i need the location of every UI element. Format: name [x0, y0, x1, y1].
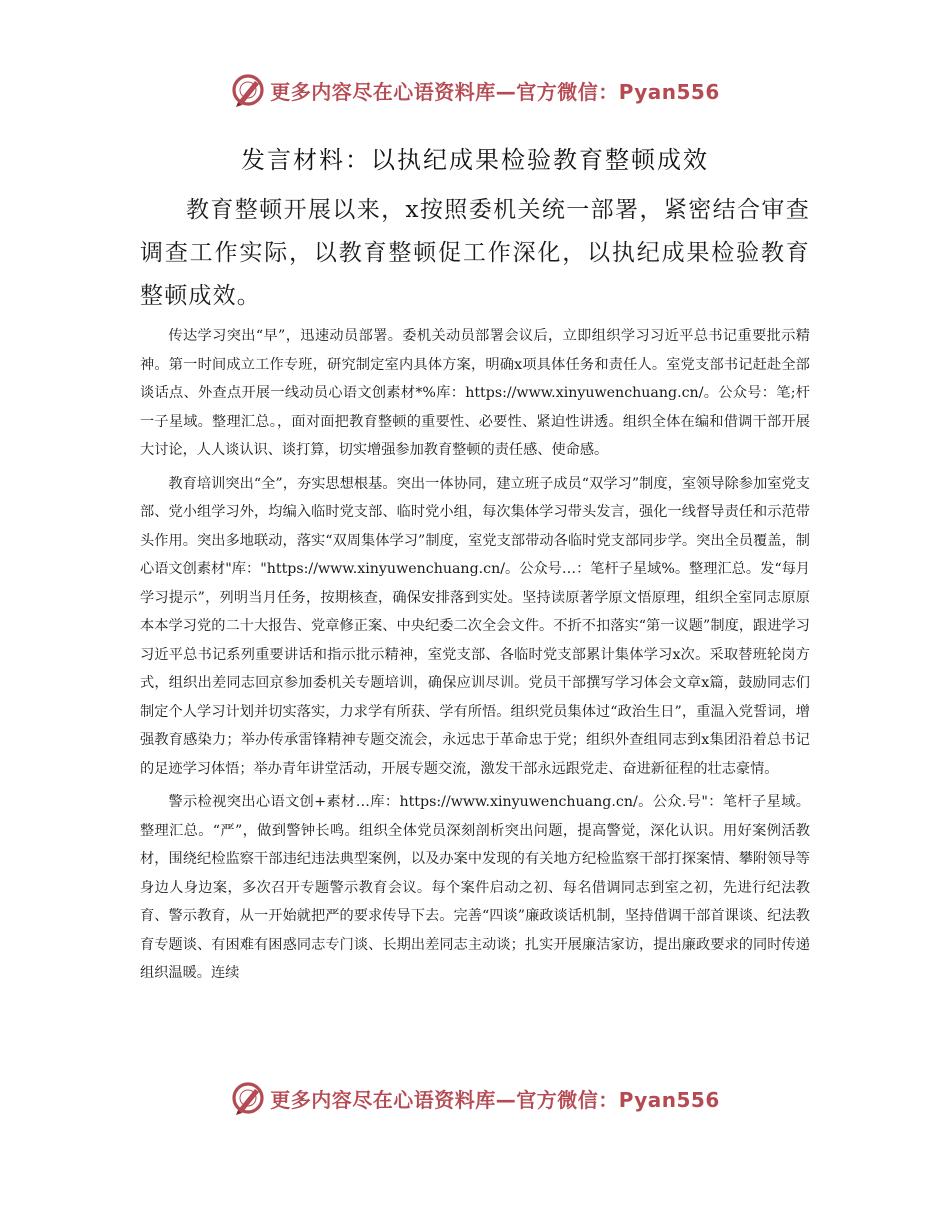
intro-paragraph: 教育整顿开展以来，x按照委机关统一部署，紧密结合审查调查工作实际，以教育整顿促工作深化，以执纪成果检验教育整顿成效。: [140, 197, 810, 309]
body-paragraph: 传达学习突出“早”，迅速动员部署。委机关动员部署会议后，立即组织学习习近平总书记重要批示精神。第一时间成立工作专班，研究制定室内具体方案，明确x项具体任务和责任人。室党支部书记赶赴全部谈话点、外查点开展一线动员心语文创素材*%库：https://www.xinyuwenchuang.cn/。公众号：笔;杆一子星域。整理汇总。，面对面把教育整顿的重要性、必要性、紧迫性讲透。组织全体在编和借调干部开展大讨论，人人谈认识、谈打算，切实增强参加教育整顿的责任感、使命感。: [140, 328, 810, 458]
footer-banner: [0, 1076, 950, 1120]
banner-text: 更多内容尽在心语资料库—官方微信：Pyan556: [270, 1087, 720, 1112]
pen-logo-icon: [230, 72, 266, 108]
header-banner: [0, 68, 950, 112]
document-title: 发言材料：以执纪成果检验教育整顿成效: [241, 146, 709, 174]
document-body: [140, 322, 810, 993]
pen-logo-icon: [230, 1080, 266, 1116]
banner-text: 更多内容尽在心语资料库—官方微信：Pyan556: [270, 79, 720, 104]
body-paragraph: 教育培训突出“全”，夯实思想根基。突出一体协同，建立班子成员“双学习”制度，室领导除参加室党支部、党小组学习外，均编入临时党支部、临时党小组，每次集体学习带头发言，强化一线督导责任和示范带头作用。突出多地联动，落实“双周集体学习”制度，室党支部带动各临时党支部同步学。突出全员覆盖，制心语文创素材"库："https://www.xinyuwenchuang.cn/。公众号…：笔杆子星域%。整理汇总。发“每月学习提示”，列明当月任务，按期核查，确保安排落到实处。坚持读原著学原文悟原理，组织全室同志原原本本学习党的二十大报告、党章修正案、中央纪委二次全会文件。不折不扣落实“第一议题”制度，跟进学习习近平总书记系列重要讲话和指示批示精神，室党支部、各临时党支部累计集体学习x次。采取替班轮岗方式，组织出差同志回京参加委机关专题培训，确保应训尽训。党员干部撰写学习体会文章x篇，鼓励同志们制定个人学习计划并切实落实，力求学有所获、学有所悟。组织党员集体过“政治生日”，重温入党誓词，增强教育感染力；举办传承雷锋精神专题交流会，永远忠于革命忠于党；组织外查组同志到x集团沿着总书记的足迹学习体悟；举办青年讲堂活动，开展专题交流，激发干部永远跟党走、奋进新征程的壮志豪情。: [140, 475, 810, 777]
body-paragraph: 警示检视突出心语文创+素材…库：https://www.xinyuwenchuang.cn/。公众.号"：笔杆子星域。整理汇总。“严”，做到警钟长鸣。组织全体党员深刻剖析突出问题，提高警觉，深化认识。用好案例活教材，围绕纪检监察干部违纪违法典型案例，以及办案中发现的有关地方纪检监察干部打探案情、攀附领导等身边人身边案，多次召开专题警示教育会议。每个案件启动之初、每名借调同志到室之初，先进行纪法教育、警示教育，从一开始就把严的要求传导下去。完善“四谈”廉政谈话机制，坚持借调干部首课谈、纪法教育专题谈、有困难有困惑同志专门谈、长期出差同志主动谈；扎实开展廉洁家访，提出廉政要求的同时传递组织温暖。连续: [140, 794, 810, 981]
